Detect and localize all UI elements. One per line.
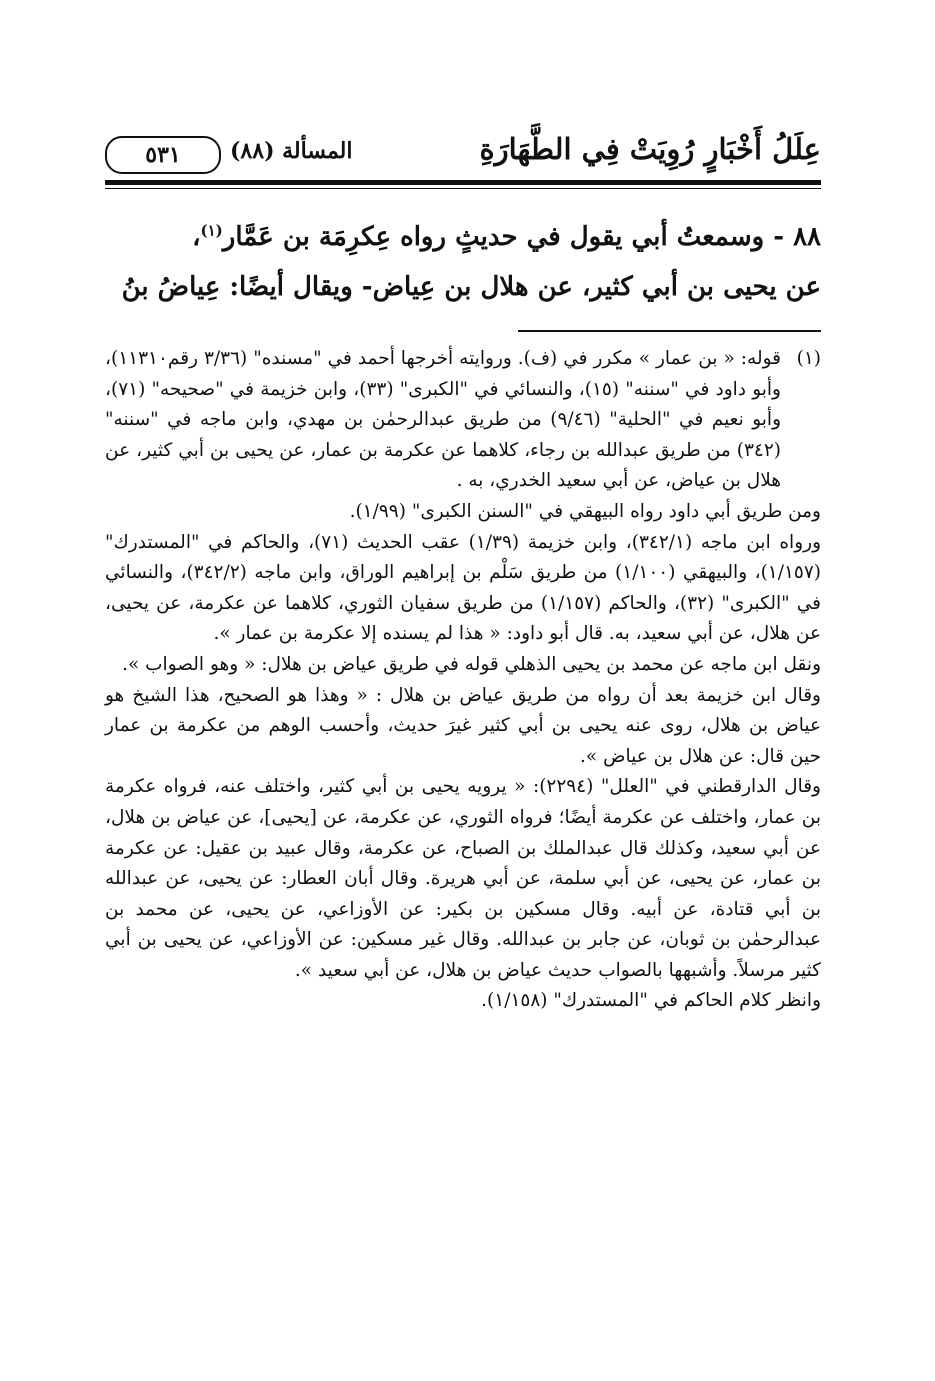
book-title: عِلَلُ أَخْبَارٍ رُوِيَتْ فِي الطَّهَارَةِ	[479, 132, 821, 166]
footnote-marker: (١)	[796, 348, 821, 369]
main-line-1-text: ٨٨ - وسمعتُ أبي يقول في حديثٍ رواه عِكرِمَة بن عَمَّار	[222, 222, 821, 252]
footnotes	[105, 344, 821, 1017]
footnote-paragraph: وقال الدارقطني في "العلل" (٢٢٩٤): « يرويه يحيى بن أبي كثير، واختلف عنه، فرواه عكرمة بن عمار، واختلف عن عكرمة أيضًا؛ فرواه الثوري، عن عكرمة، عن [يحيى]، عن عياض بن هلال، عن أبي سعيد، وكذلك قال عبدالملك بن الصباح، عن عكرمة، وقال عبيد بن عقيل: عن عكرمة بن عمار، عن يحيى، عن أبي سلمة، عن أبي هريرة. وقال أبان العطار: عن يحيى، عن عبدالله بن أبي قتادة، عن أبيه. وقال مسكين بن بكير: عن الأوزاعي، عن يحيى، عن محمد بن عبدالرحمٰن بن ثوبان، عن جابر بن عبدالله. وقال غير مسكين: عن الأوزاعي، عن يحيى بن أبي كثير مرسلاً. وأشبهها بالصواب حديث عياض بن هلال، عن أبي سعيد ».	[105, 776, 821, 981]
footnote-paragraph: ونقل ابن ماجه عن محمد بن يحيى الذهلي قوله في طريق عياض بن هلال: « وهو الصواب ».	[122, 653, 821, 675]
header-rule-thick	[105, 180, 821, 185]
footnote-paragraph: ورواه ابن ماجه (٣٤٢/١)، وابن خزيمة (١/٣٩) عقب الحديث (٧١)، والحاكم في "المستدرك" (١/١٥٧)، والبيهقي (١/١٠٠) من طريق سَلْم بن إبراهيم الوراق، وابن ماجه (٣٤٢/٢)، والنسائي في "الكبرى" (٣٢)، والحاكم (١/١٥٧) من طريق سفيان الثوري، كلاهما عن عكرمة، عن يحيى، عن هلال، عن أبي سعيد، به. قال أبو داود: « هذا لم يسنده إلا عكرمة بن عمار ».	[105, 531, 821, 645]
footnote-paragraph: وقال ابن خزيمة بعد أن رواه من طريق عياض بن هلال : « وهذا هو الصحيح، هذا الشيخ هو عياض بن هلال، روى عنه يحيى بن أبي كثير غيرَ حديث، وأحسب الوهم من عكرمة بن عمار حين قال: عن هلال بن عياض ».	[105, 684, 821, 767]
footnote-separator	[518, 330, 821, 332]
main-line-1-end: ،	[192, 222, 201, 252]
main-line-1	[105, 212, 821, 262]
issue-label: المسألة (٨٨)	[230, 138, 353, 164]
footnote-reference: (١)	[200, 221, 223, 240]
footnote-paragraph: وانظر كلام الحاكم في "المستدرك" (١/١٥٨).	[481, 990, 821, 1012]
footnote-paragraph-text: قوله: « بن عمار » مكرر في (ف). وروايته أخرجها أحمد في "مسنده" (٣/٣٦ رقم١١٣١٠)، وأبو داود في "سننه" (١٥)، والنسائي في "الكبرى" (٣٣)، وابن خزيمة في "صحيحه" (٧١)، وأبو نعيم في "الحلية" (٩/٤٦) من طريق عبدالرحمٰن بن مهدي، وابن ماجه في "سننه" (٣٤٢) من طريق عبدالله بن رجاء، كلاهما عن عكرمة بن عمار، عن يحيى بن أبي كثير، عن هلال بن عياض، عن أبي سعيد الخدري، به .	[105, 348, 781, 492]
footnote-paragraph	[105, 344, 821, 497]
main-text	[105, 212, 821, 312]
page-number: ٥٣١	[105, 136, 221, 174]
footnote-paragraph: ومن طريق أبي داود رواه البيهقي في "السنن الكبرى" (١/٩٩).	[349, 500, 821, 522]
running-header	[105, 128, 821, 174]
header-rule-thin	[105, 188, 821, 189]
main-line-2: عن يحيى بن أبي كثير، عن هلال بن عِياض- ويقال أيضًا: عِياضُ بنُ	[121, 272, 821, 302]
